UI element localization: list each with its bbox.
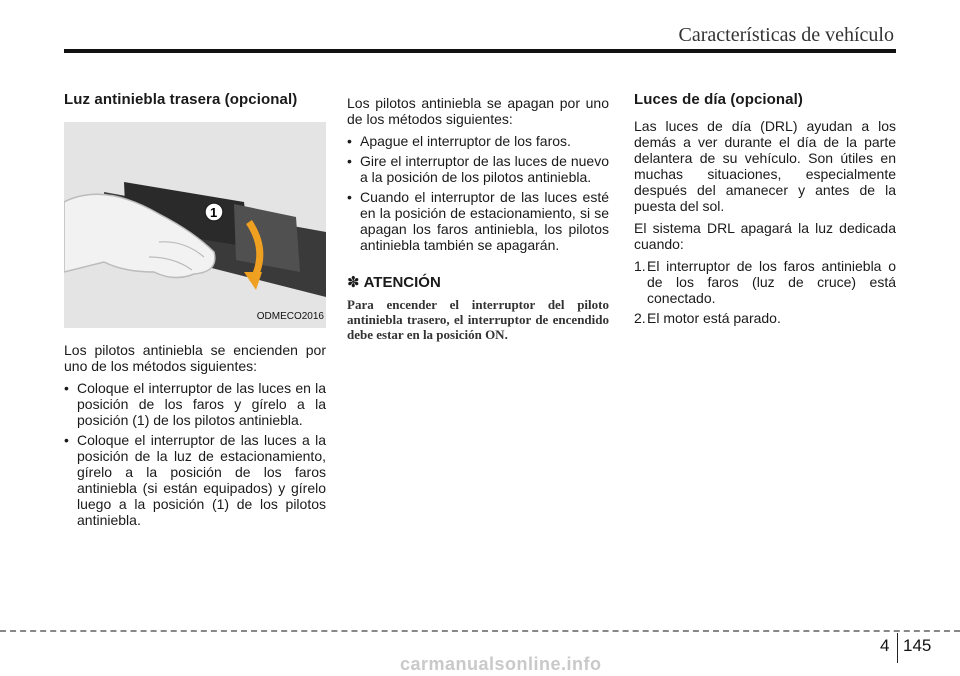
- light-switch-illustration: [64, 122, 326, 328]
- page-header-title: Características de vehículo: [678, 24, 894, 46]
- page-number: 145: [903, 636, 932, 655]
- callout-number: 1: [210, 205, 218, 220]
- list-item: • Gire el interruptor de las luces de nuevo a la posición de los pilotos antiniebla.: [347, 153, 609, 185]
- column-left: [64, 92, 326, 532]
- caution-star-icon: ✽: [347, 274, 360, 291]
- switch-figure: [64, 122, 326, 328]
- paragraph: El sistema DRL apagará la luz dedicada cuando:: [634, 220, 896, 252]
- column-right: [634, 92, 896, 330]
- numbered-list: [634, 258, 896, 326]
- caution-text: Para encender el interruptor del piloto antiniebla trasero, el interruptor de encendido debe estar en la posición ON.: [347, 297, 609, 342]
- list-item: 2. El motor está parado.: [634, 310, 781, 326]
- column-middle: [347, 95, 609, 342]
- section-heading-rear-fog: Luz antiniebla trasera (opcional): [64, 91, 298, 108]
- list-item: • Cuando el interruptor de las luces esté en la posición de estacionamiento, si se apagan los faros antiniebla, los pilotos antiniebla también se apagarán.: [347, 189, 609, 253]
- figure-caption: ODMECO2016: [256, 311, 324, 322]
- chapter-number: 4: [880, 636, 890, 655]
- list-item: • Coloque el interruptor de las luces en la posición de los faros y gírelo a la posición (1) de los pilotos antiniebla.: [64, 380, 326, 428]
- footer-divider: [897, 633, 898, 663]
- paragraph: Las luces de día (DRL) ayudan a los demás a ver durante el día de la parte delantera de su vehículo. Son útiles en muchas situaciones, especialmente después del amanecer y antes de la puesta del sol.: [634, 118, 896, 214]
- list-item: 1. El interruptor de los faros antiniebla o de los faros (luz de cruce) está conectado.: [634, 258, 896, 306]
- bullet-list: [347, 133, 609, 253]
- intro-text: Los pilotos antiniebla se apagan por uno de los métodos siguientes:: [347, 95, 609, 127]
- bullet-list: [64, 380, 326, 528]
- list-item: • Coloque el interruptor de las luces a la posición de la luz de estacionamiento, gírelo a la posición de los faros antiniebla (si están equipados) y gírelo luego a la posición (1) de los pilotos antiniebla.: [64, 432, 326, 528]
- list-item: • Apague el interruptor de los faros.: [347, 133, 609, 149]
- header-rule: [64, 49, 896, 53]
- footer-rule: [0, 630, 960, 632]
- watermark: carmanualsonline.info: [400, 654, 602, 674]
- section-heading-drl: Luces de día (opcional): [634, 91, 803, 108]
- caution-heading: [347, 275, 609, 291]
- caution-title: ATENCIÓN: [363, 274, 441, 291]
- intro-text: Los pilotos antiniebla se encienden por uno de los métodos siguientes:: [64, 342, 326, 374]
